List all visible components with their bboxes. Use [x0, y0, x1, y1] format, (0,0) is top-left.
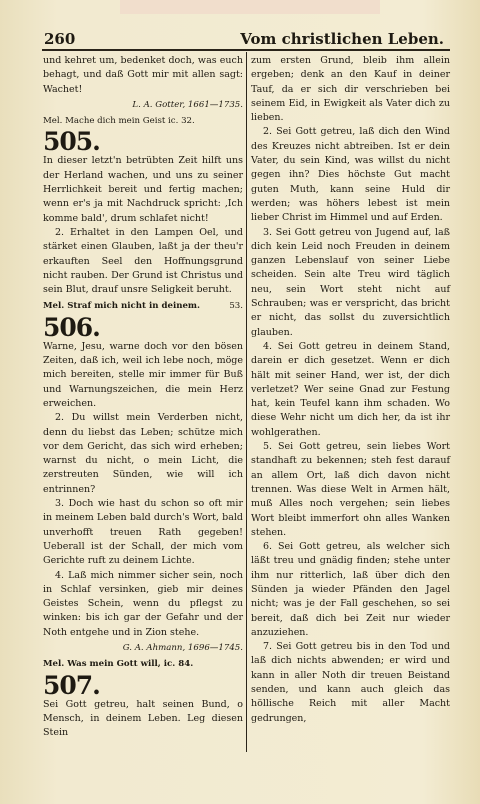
melody-line [43, 299, 243, 313]
hymn-505 [43, 127, 243, 157]
hymn-verse: 5. Sei Gott getreu, sein liebes Wort standhaft zu bekennen; steh fest darauf an allem Ort, laß dich davon nicht trennen. Was diese Welt in Armen hält, muß Alles noch vergehen; sein liebes Wort bleibt immerfort ohn alles Wanken stehen. [251, 441, 450, 538]
hymn-verse: 2. Du willst mein Verderben nicht, denn du liebst das Leben; schütze mich vor dem Gericht, das sich wird erheben; warnst du nicht, o mein Licht, die zerstreuten Sünden, wie will ich entrinnen? [43, 412, 243, 495]
page-header [44, 26, 448, 48]
hymn-verse: 4. Sei Gott getreu in deinem Stand, darein er dich gesetzet. Wenn er dich hält mit seiner Hand, wer ist, der dich verletzet? Wer seine Gnad zur Festung hat, kein Teufel kann ihm schaden. Wo diese Wehr nicht um dich her, da ist ihr wohlgerathen. [251, 340, 450, 438]
hymn-verse: Sei Gott getreu, halt seinen Bund, o Mensch, in deinem Leben. Leg diesen Stein [43, 698, 243, 739]
hymn-verse: 7. Sei Gott getreu bis in den Tod und laß dich nichts abwenden; er wird und kann in aller Noth dir treuen Beistand senden, und kann auch gleich das höllische Reich mit aller Macht gedrungen, [251, 641, 450, 724]
column-divider [246, 52, 247, 752]
hymn-number: 506. [43, 312, 100, 342]
melody-number: 53. [229, 301, 243, 312]
hymn-506 [43, 312, 243, 342]
melody-line [43, 657, 243, 671]
right-column [251, 54, 450, 726]
hymn-verse: 2. Erhaltet in den Lampen Oel, und stärket einen Glauben, laßt ja der theu'r erkauften Seel den Hoffnungsgrund nicht rauben. Der Grund ist Christus und sein Blut, drauf unsre Seligkeit beruht. [43, 226, 243, 296]
author-credit: L. A. Gotter, 1661—1735. [132, 99, 243, 110]
melody-text: Mel. Straf mich nicht in deinem. [43, 301, 201, 312]
author-credit: G. A. Ahmann, 1696—1745. [122, 642, 243, 653]
hymn-verse: Warne, Jesu, warne doch vor den bösen Zeiten, daß ich, weil ich lebe noch, möge mich bereiten, stelle mir immer für Buß und Warnungszeichen, die mein Herz erweichen. [43, 340, 243, 409]
hymn-number: 507. [43, 670, 100, 700]
hymn-verse: 3. Doch wie hast du schon so oft mir in meinem Leben bald durch's Wort, bald unverhofft treuen Rath gegeben! Ueberall ist der Schall, der mich vom Gerichte ruft zu deinem Lichte. [43, 498, 243, 567]
melody-text: Mel. Was mein Gott will, ic. 84. [43, 659, 194, 670]
running-title: Vom christlichen Leben. [240, 30, 444, 48]
left-column [43, 54, 243, 740]
top-stain [120, 0, 380, 14]
page-number: 260 [44, 30, 76, 48]
hymn-verse: In dieser letzt'n betrübten Zeit hilft uns der Herland wachen, und uns zu seiner Herrlichkeit bereit und fertig machen; wenn er's ja mit Nachdruck spricht: ‚Ich komme bald', drum schlafet nicht! [43, 155, 243, 224]
header-rule [42, 49, 450, 51]
hymn-verse: 2. Sei Gott getreu, laß dich den Wind des Kreuzes nicht abtreiben. Ist er dein Vater, du sein Kind, was willst du nicht gegen ihn? Dies höchste Gut macht guten Muth, kann seine Huld dir werden; was höhers lebest ist mein lieber Christ im Himmel und auf Erden. [251, 126, 450, 224]
hymn-verse: 6. Sei Gott getreu, als welcher sich läßt treu und gnädig finden; stehe unter ihm nur ritterlich, laß über dich den Sünden ja wieder Pfänden den Jagel nicht; was je der Fall geschehen, so sei bereit, daß dich bei Zeit nur wieder anzuziehen. [251, 541, 450, 638]
hymn-verse: zum ersten Grund, bleib ihm allein ergeben; denk an den Kauf in deiner Tauf, da er sich dir verschrieben bei seinem Eid, in Ewigkeit als Vater dich zu lieben. [251, 55, 450, 124]
hymn-verse: 3. Sei Gott getreu von Jugend auf, laß dich kein Leid noch Freuden in deinem ganzen Lebenslauf von seiner Liebe scheiden. Sein alte Treu wird täglich neu, sein Wort steht nicht auf Schrauben; was er verspricht, das bricht er nicht, das sollst du zuversichtlich glauben. [251, 226, 450, 338]
hymn-507 [43, 670, 243, 700]
continued-verse: und kehret um, bedenket doch, was euch behagt, und daß Gott mir mit allen sagt: Wachet! [43, 55, 243, 95]
melody-line [43, 114, 243, 128]
melody-text: Mel. Mache dich mein Geist ic. 32. [43, 116, 195, 127]
hymn-number: 505. [43, 127, 100, 157]
hymn-verse: 4. Laß mich nimmer sicher sein, noch in Schlaf versinken, gieb mir deines Geistes Schein, wenn du pflegst zu winken: bis ich gar der Gefahr und der Noth entgehe und in Zion stehe. [43, 569, 243, 638]
